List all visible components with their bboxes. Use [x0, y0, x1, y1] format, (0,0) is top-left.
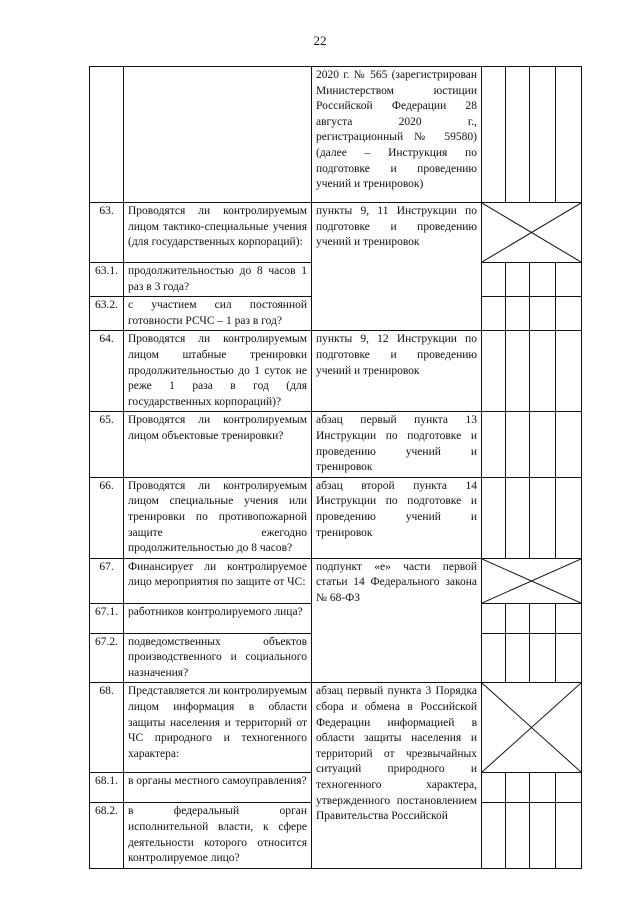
- checklist-table: [89, 66, 582, 869]
- question-text: в федеральный орган исполнительной власти, к сфере деятельности которого относится контролируемое лицо?: [124, 803, 312, 868]
- answer-yes-cell[interactable]: [482, 263, 506, 297]
- question-text: в органы местного самоуправления?: [124, 773, 312, 803]
- row-number: 68.1.: [90, 773, 124, 803]
- crossed-out-cell: [482, 558, 582, 603]
- question-text: подведомственных объектов производственного и социального назначения?: [124, 633, 312, 683]
- row-number: 67.: [90, 558, 124, 603]
- table-row: [90, 477, 582, 558]
- answer-na-cell[interactable]: [530, 412, 556, 477]
- answer-no-cell[interactable]: [506, 803, 530, 868]
- row-number: 68.2.: [90, 803, 124, 868]
- answer-yes-cell[interactable]: [482, 331, 506, 412]
- comment-cell[interactable]: [556, 67, 582, 203]
- answer-na-cell[interactable]: [530, 263, 556, 297]
- answer-yes-cell[interactable]: [482, 603, 506, 633]
- cross-mark-icon: [482, 203, 581, 262]
- row-number: 66.: [90, 477, 124, 558]
- answer-na-cell[interactable]: [530, 331, 556, 412]
- question-text: с участием сил постоянной готовности РСЧС – 1 раз в год?: [124, 297, 312, 331]
- answer-yes-cell[interactable]: [482, 297, 506, 331]
- reference-text: абзац второй пункта 14 Инструкции по подготовке и проведению учений и тренировок: [312, 477, 482, 558]
- answer-yes-cell[interactable]: [482, 633, 506, 683]
- answer-yes-cell[interactable]: [482, 773, 506, 803]
- row-number: 68.: [90, 683, 124, 773]
- answer-no-cell[interactable]: [506, 67, 530, 203]
- row-number: 63.: [90, 203, 124, 263]
- comment-cell[interactable]: [556, 477, 582, 558]
- answer-yes-cell[interactable]: [482, 412, 506, 477]
- question-text: Проводятся ли контролируемым лицом штабные тренировки продолжительностью до 1 суток не реже 1 раза в год (для государственных корпораций)?: [124, 331, 312, 412]
- comment-cell[interactable]: [556, 297, 582, 331]
- answer-na-cell[interactable]: [530, 297, 556, 331]
- answer-na-cell[interactable]: [530, 477, 556, 558]
- reference-text: абзац первый пункта 3 Порядка сбора и обмена в Российской Федерации информацией в области защиты населения и территорий от чрезвычайных ситуаций природного и техногенного характера, утвержденного постановлением Правительства Российской: [312, 683, 482, 868]
- question-text: Представляется ли контролируемым лицом информация в области защиты населения и территорий от ЧС природного и техногенного характера:: [124, 683, 312, 773]
- question-text: продолжительностью до 8 часов 1 раз в 3 года?: [124, 263, 312, 297]
- table-row: [90, 203, 582, 263]
- answer-no-cell[interactable]: [506, 477, 530, 558]
- reference-text: пункты 9, 11 Инструкции по подготовке и проведению учений и тренировок: [312, 203, 482, 331]
- answer-yes-cell[interactable]: [482, 67, 506, 203]
- table-row: [90, 331, 582, 412]
- comment-cell[interactable]: [556, 633, 582, 683]
- question-text: Проводятся ли контролируемым лицом тактико-специальные учения (для государственных корпораций):: [124, 203, 312, 263]
- answer-yes-cell[interactable]: [482, 477, 506, 558]
- question-text: Проводятся ли контролируемым лицом объектовые тренировки?: [124, 412, 312, 477]
- answer-no-cell[interactable]: [506, 603, 530, 633]
- answer-no-cell[interactable]: [506, 773, 530, 803]
- cross-mark-icon: [482, 559, 581, 603]
- question-text: Проводятся ли контролируемым лицом специальные учения или тренировки по противопожарной защите ежегодно продолжительностью до 8 часов?: [124, 477, 312, 558]
- answer-na-cell[interactable]: [530, 603, 556, 633]
- answer-no-cell[interactable]: [506, 331, 530, 412]
- reference-text: подпункт «е» части первой статьи 14 Федерального закона № 68-ФЗ: [312, 558, 482, 683]
- table-row: [90, 558, 582, 603]
- row-number: 67.1.: [90, 603, 124, 633]
- answer-no-cell[interactable]: [506, 297, 530, 331]
- page-number: 22: [313, 33, 327, 48]
- answer-na-cell[interactable]: [530, 773, 556, 803]
- question-text: Финансирует ли контролируемое лицо мероприятия по защите от ЧС:: [124, 558, 312, 603]
- reference-text: абзац первый пункта 13 Инструкции по подготовке и проведению учений и тренировок: [312, 412, 482, 477]
- comment-cell[interactable]: [556, 603, 582, 633]
- answer-na-cell[interactable]: [530, 67, 556, 203]
- row-number: 67.2.: [90, 633, 124, 683]
- table-row: [90, 67, 582, 203]
- comment-cell[interactable]: [556, 803, 582, 868]
- reference-text: пункты 9, 12 Инструкции по подготовке и проведению учений и тренировок: [312, 331, 482, 412]
- question-text: [124, 67, 312, 203]
- row-number: 63.2.: [90, 297, 124, 331]
- crossed-out-cell: [482, 683, 582, 773]
- answer-no-cell[interactable]: [506, 633, 530, 683]
- row-number: 64.: [90, 331, 124, 412]
- comment-cell[interactable]: [556, 412, 582, 477]
- answer-no-cell[interactable]: [506, 263, 530, 297]
- question-text: работников контролируемого лица?: [124, 603, 312, 633]
- comment-cell[interactable]: [556, 263, 582, 297]
- answer-na-cell[interactable]: [530, 633, 556, 683]
- table-row: [90, 412, 582, 477]
- answer-yes-cell[interactable]: [482, 803, 506, 868]
- reference-text: 2020 г. № 565 (зарегистрирован Министерством юстиции Российской Федерации 28 августа 2020 г., регистрационный № 59580) (далее – Инструкция по подготовке и проведению учений и тренировок): [312, 67, 482, 203]
- comment-cell[interactable]: [556, 773, 582, 803]
- row-number: 65.: [90, 412, 124, 477]
- answer-na-cell[interactable]: [530, 803, 556, 868]
- row-number: 63.1.: [90, 263, 124, 297]
- comment-cell[interactable]: [556, 331, 582, 412]
- table-row: [90, 683, 582, 773]
- cross-mark-icon: [482, 683, 581, 772]
- crossed-out-cell: [482, 203, 582, 263]
- row-number: [90, 67, 124, 203]
- answer-no-cell[interactable]: [506, 412, 530, 477]
